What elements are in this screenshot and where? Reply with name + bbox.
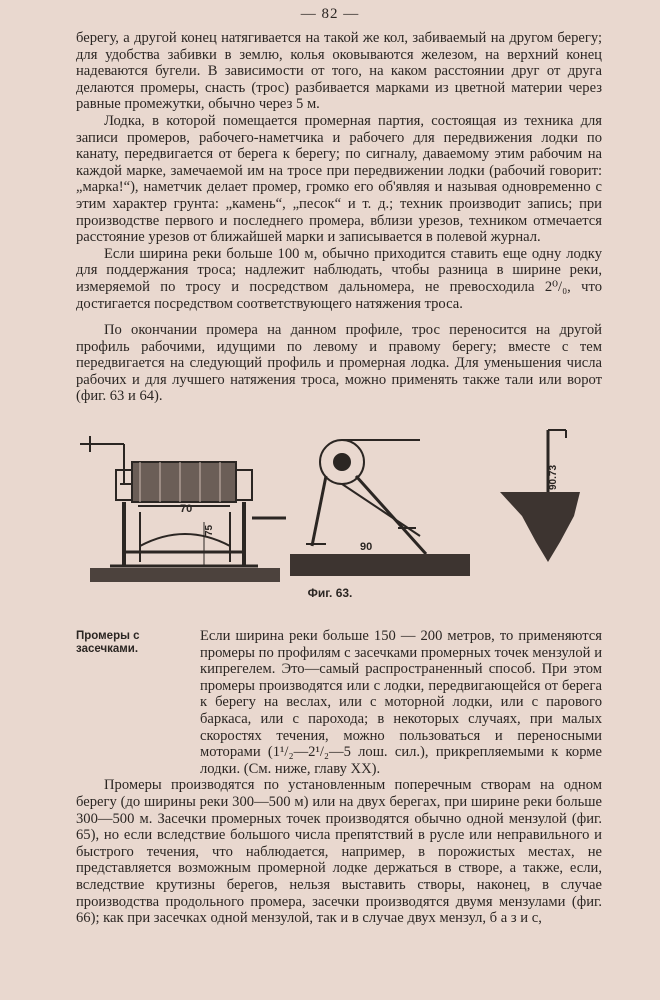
figure-63 — [80, 426, 600, 606]
label-drum-height: 75 — [204, 524, 215, 536]
side-heading: Промеры с засечками. — [76, 630, 140, 655]
water-section — [500, 492, 580, 562]
pulley-ground — [290, 554, 470, 576]
page-number: — 82 — — [300, 6, 360, 22]
text-block-bottom — [76, 628, 602, 927]
pulley-drawing — [306, 440, 426, 554]
winch-drawing — [80, 436, 286, 566]
figure-illustration — [80, 426, 600, 596]
label-base-length: 90 — [360, 541, 373, 553]
label-drum-width: 70 — [180, 503, 193, 515]
label-rod-mark: 90.73 — [548, 464, 559, 490]
paragraph-5: Если ширина реки больше 150 — 200 метров, то применяются промеры по профилям с засечками промерных точек мензулой и кипрегелем. Это—самый распространенный способ. При этом промеры производятся или с лодки, передвигающейся от берега к берегу на веслах, или с моторной лодки, или с парового баркаса, или с парохода; в некоторых случаях, при малых скоростях течения, можно пользоваться и переносными моторами (1¹/₂—2¹/₂—5 лош. сил.), прикрепляемыми к корме лодки. (См. ниже, главу XX). — [200, 628, 602, 777]
paragraph-6: Промеры производятся по установленным поперечным створам на одном берегу (до ширины реки 300—500 м) или на двух берегах, при ширине реки больше 300—500 м. Засечки промерных точек производятся обычно одной мензулой (фиг. 65), но если вследствие большого числа препятствий в русле или неправильного и быстрого течения, что наблюдается, например, в порожистых местах, не представляется возможным промерной лодке держаться в створе, а также, если, вследствие крутизны берегов, нельзя выставить створы, наконец, в случае производства продольного промера, засечки производятся двумя мензулами (фиг. 66); как при засечках одной мензулой, так и в случае двух мензул, б а з и с, — [76, 777, 602, 927]
winch-ground — [90, 568, 280, 582]
paragraph-2: Лодка, в которой помещается промерная партия, состоящая из техника для записи промеров, рабочего-наметчика и рабочего для передвижения лодки по канату, передвигается от берега к берегу; по сигналу, даваемому этим рабочим на каждой марке, замечаемой им на тросе при передвижении лодки (рабочий говорит: „марка!“), наметчик делает промер, громко его об'являя и называя одновременно с этим характер грунта: „камень“, „песок“ и т. д.; техник производит запись; при производстве первого и последнего промера, вблизи урезов, техником отмечается расстояние урезов от ближайшей марки и записывается в полевой журнал. — [76, 112, 602, 246]
figure-caption: Фиг. 63. — [307, 586, 353, 600]
paragraph-3: Если ширина реки больше 100 м, обычно приходится ставить еще одну лодку для поддержания троса; надлежит наблюдать, чтобы разница в ширине реки, измеряемой по тросу и посредством дальномера, не превосходила 2⁰/₀, что достигается посредством соответствующего натяжения троса. — [76, 245, 602, 312]
paragraph-4: По окончании промера на данном профиле, трос переносится на другой профиль рабочими, идущими по левому и правому берегу; вместе с тем передвигается на следующий профиль и промерная лодка. Для уменьшения числа рабочих и для лучшего натяжения троса, можно применять также тали или ворот (фиг. 63 и 64). — [76, 322, 602, 405]
text-block-top — [76, 30, 602, 405]
paragraph-1: берегу, а другой конец натягивается на такой же кол, забиваемый на другом берегу; для удобства забивки в землю, колья оковываются железом, на верхний конец надеваются бугели. В зависимости от того, на каком расстоянии друг от друга делаются промеры, снасть (трос) разбивается марками из цветной материи через равные промежутки, обычно через 5 м. — [76, 30, 602, 113]
